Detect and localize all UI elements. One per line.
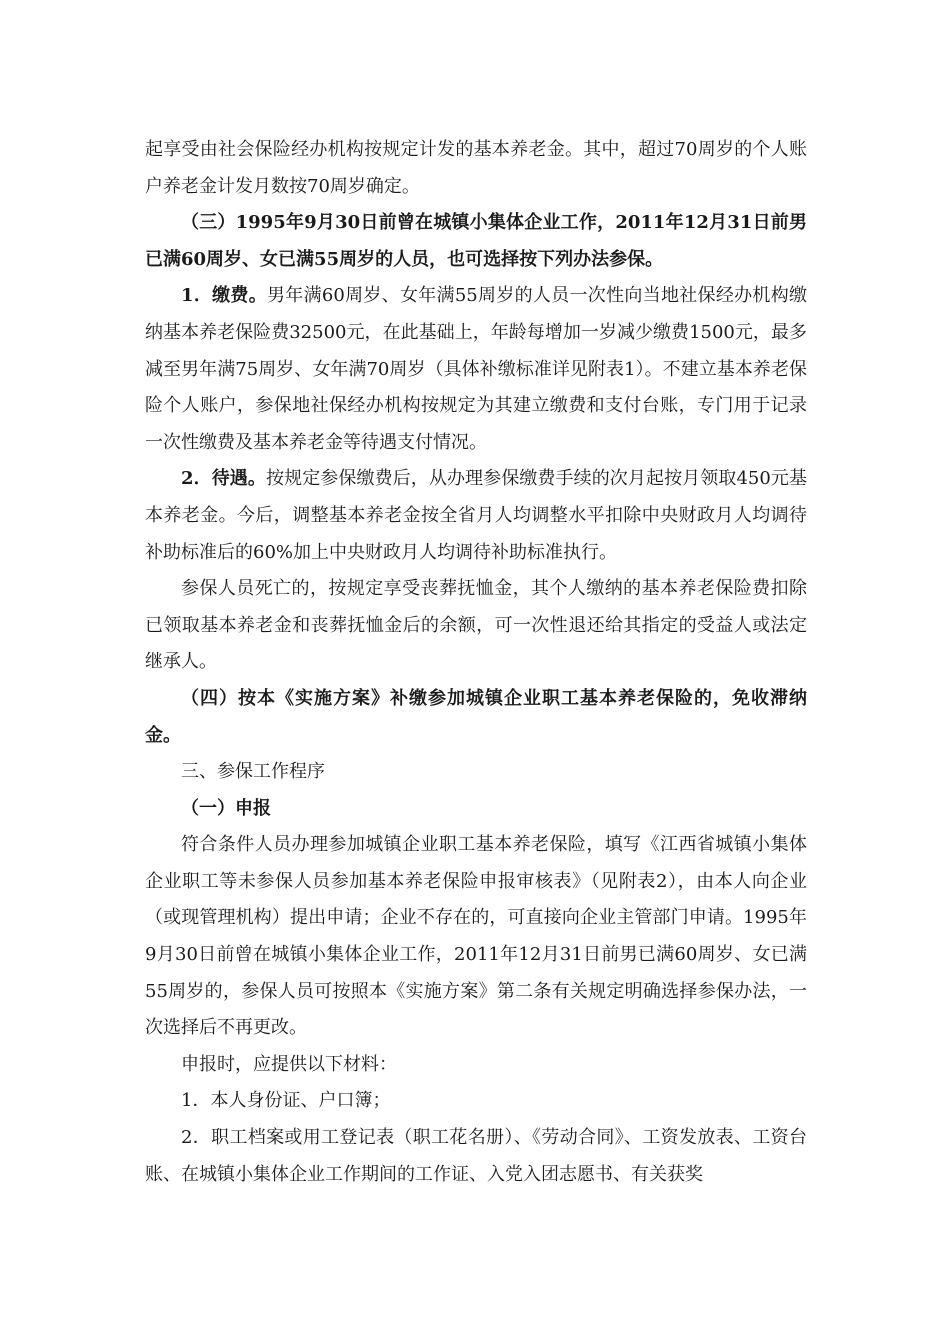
heading-text: 三、参保工作程序 bbox=[181, 761, 325, 783]
list-item-text: 1．本人身份证、户口簿； bbox=[181, 1090, 391, 1112]
paragraph-continuation bbox=[145, 132, 807, 205]
list-item-text: 2．职工档案或用工登记表（职工花名册）、《劳动合同》、工资发放表、工资台账、在城镇小集体企业工作期间的工作证、入党入团志愿书、有关获奖 bbox=[145, 1127, 807, 1185]
heading-procedure bbox=[145, 754, 807, 791]
paragraph-text: 起享受由社会保险经办机构按规定计发的基本养老金。其中，超过70周岁的个人账户养老金计发月数按70周岁确定。 bbox=[145, 139, 807, 197]
subheading-application bbox=[145, 791, 807, 828]
paragraph-text: 参保人员死亡的，按规定享受丧葬抚恤金，其个人缴纳的基本养老保险费扣除已领取基本养老金和丧葬抚恤金后的余额，可一次性退还给其指定的受益人或法定继承人。 bbox=[145, 578, 807, 673]
paragraph-text: 男年满60周岁、女年满55周岁的人员一次性向当地社保经办机构缴纳基本养老保险费32500元，在此基础上，年龄每增加一岁减少缴费1500元，最多减至男年满75周岁、女年满70周岁（具体补缴标准详见附表1）。不建立基本养老保险个人账户，参保地社保经办机构按规定为其建立缴费和支付台账，专门用于记录一次性缴费及基本养老金等待遇支付情况。 bbox=[145, 285, 807, 453]
list-item-records bbox=[145, 1120, 807, 1193]
paragraph-text: 符合条件人员办理参加城镇企业职工基本养老保险，填写《江西省城镇小集体企业职工等未参保人员参加基本养老保险申报审核表》（见附表2），由本人向企业（或现管理机构）提出申请；企业不存在的，可直接向企业主管部门申请。1995年9月30日前曾在城镇小集体企业工作，2011年12月31日前男已满60周岁、女已满55周岁的，参保人员可按照本《实施方案》第二条有关规定明确选择参保办法，一次选择后不再更改。 bbox=[145, 834, 807, 1039]
paragraph-section-three bbox=[145, 205, 807, 278]
paragraph-application bbox=[145, 827, 807, 1047]
paragraph-text: 申报时，应提供以下材料： bbox=[181, 1053, 397, 1075]
paragraph-section-four bbox=[145, 681, 807, 754]
paragraph-text: （三）1995年9月30日前曾在城镇小集体企业工作，2011年12月31日前男已满60周岁、女已满55周岁的人员，也可选择按下列办法参保。 bbox=[145, 212, 807, 270]
heading-text: （一）申报 bbox=[181, 797, 271, 819]
paragraph-text: （四）按本《实施方案》补缴参加城镇企业职工基本养老保险的，免收滞纳金。 bbox=[145, 687, 807, 746]
paragraph-lead: 2．待遇。 bbox=[181, 468, 266, 490]
paragraph-lead: 1．缴费。 bbox=[181, 285, 267, 307]
paragraph-text: 按规定参保缴费后，从办理参保缴费手续的次月起按月领取450元基本养老金。今后，调整基本养老金按全省月人均调整水平扣除中央财政月人均调待补助标准后的60%加上中央财政月人均调待补助标准执行。 bbox=[145, 468, 807, 563]
paragraph-payment bbox=[145, 278, 807, 461]
paragraph-death-benefit bbox=[145, 571, 807, 681]
paragraph-materials-intro bbox=[145, 1047, 807, 1084]
document-body bbox=[145, 132, 807, 1193]
paragraph-benefits bbox=[145, 461, 807, 571]
list-item-id bbox=[145, 1083, 807, 1120]
